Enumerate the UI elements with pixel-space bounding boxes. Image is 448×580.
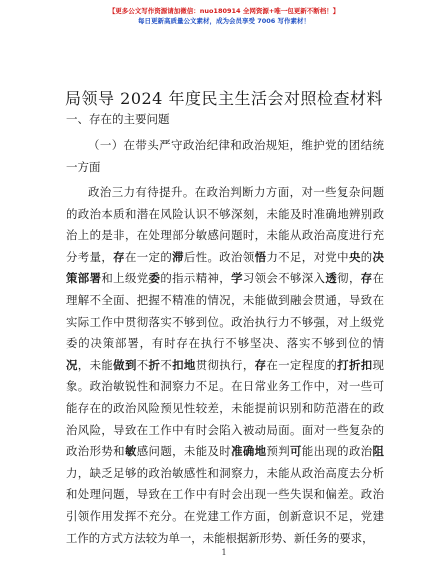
bold-text-run: 阻: [372, 444, 384, 459]
text-run: 现象。政治敏锐性和洞察力不足。在日常业务工作中，对一些可能存在的政治风险预见性较差，未能提前识别和防范潜在的政治风险，导致在工作中有时会陷入被动局面。面对一些复杂的政治形势和: [66, 357, 384, 459]
text-run: 不: [160, 357, 173, 372]
bold-text-run: 折: [148, 357, 161, 372]
bold-text-run: 委: [148, 271, 161, 286]
bold-text-run: 可: [290, 444, 302, 459]
document-title: 局领导 2024 年度民主生活会对照检查材料: [65, 89, 383, 108]
bold-text-run: 打折扣: [337, 357, 373, 372]
text-run: 后性。政治领: [183, 249, 255, 264]
text-run: 的: [360, 249, 373, 264]
text-run: 在理解不全面、把握不精准的情况，未能做到融会贯通，导致在实际工作中贯彻落实不够到位。政治执行力不够强，对上级党委的决策部署，有时存在执行不够坚决、落实不够到位的情: [66, 271, 384, 351]
text-run: 和上级党: [101, 271, 149, 286]
bold-text-run: 存: [360, 271, 373, 286]
text-run: 不: [136, 357, 149, 372]
bold-text-run: 敏: [124, 444, 137, 459]
text-run: 预判: [266, 444, 291, 459]
bold-text-run: 央: [348, 249, 361, 264]
page-number: 1: [221, 548, 227, 557]
bold-text-run: 存: [254, 357, 267, 372]
text-run: 政治三力有待提升。在政治判断力方面，对一些复杂问题的政治本质和潜在风险认识不够深刻，未能及时准确地辨别政治上的是非，在处理部分敏感问题时，未能从政治高度进行充分考量，: [66, 185, 384, 264]
section-heading: 一、存在的主要问题: [66, 112, 170, 126]
text-run: 感问题，未能及时: [136, 444, 232, 459]
bold-text-run: 透: [325, 271, 338, 286]
text-run: 力，缺乏足够的政治敏感性和洞察力，未能从政治高度去分析和处理问题，导致在工作中有时会出现一些失误和偏差。政治引领作用发挥不充分。在党建工作方面，创新意识不足，党建工作的方式方法较为单一，未能根据新形势、新任务的要求，: [66, 465, 384, 545]
promo-banner-line-1: 【更多公文写作资源请加微信：nuo180914 全网资源+唯一包更新不断档！】: [108, 7, 340, 15]
text-run: 的指示精神，: [160, 271, 232, 286]
promo-banner: [0, 6, 448, 26]
bold-text-run: 决策部署: [66, 249, 384, 286]
text-run: 力不足，对党中: [266, 249, 349, 264]
text-run: 贯彻执行，: [195, 357, 255, 372]
text-run: 在一定的: [124, 249, 173, 264]
text-run: 在一定程度的: [266, 357, 338, 372]
promo-banner-line-2: 每日更新高质量公文素材，成为会员享受 7006 写作素材！: [137, 17, 311, 25]
bold-text-run: 学: [231, 271, 243, 286]
bold-text-run: 况: [66, 357, 78, 372]
bold-text-run: 准确地: [231, 444, 267, 459]
text-run: 习领会不够深入: [242, 271, 326, 286]
bold-text-run: 滞: [172, 249, 184, 264]
bold-text-run: 存: [113, 249, 125, 264]
bold-text-run: 扣地: [172, 357, 196, 372]
bold-text-run: 做到: [113, 357, 137, 372]
text-run: 能出现的政治: [301, 444, 373, 459]
text-run: ，未能: [77, 357, 114, 372]
subsection-heading: （一）在带头严守政治纪律和政治规矩，维护党的团结统一方面: [66, 138, 384, 174]
bold-text-run: 悟: [254, 249, 267, 264]
body-paragraph: [66, 182, 384, 549]
text-run: 彻，: [337, 271, 361, 286]
